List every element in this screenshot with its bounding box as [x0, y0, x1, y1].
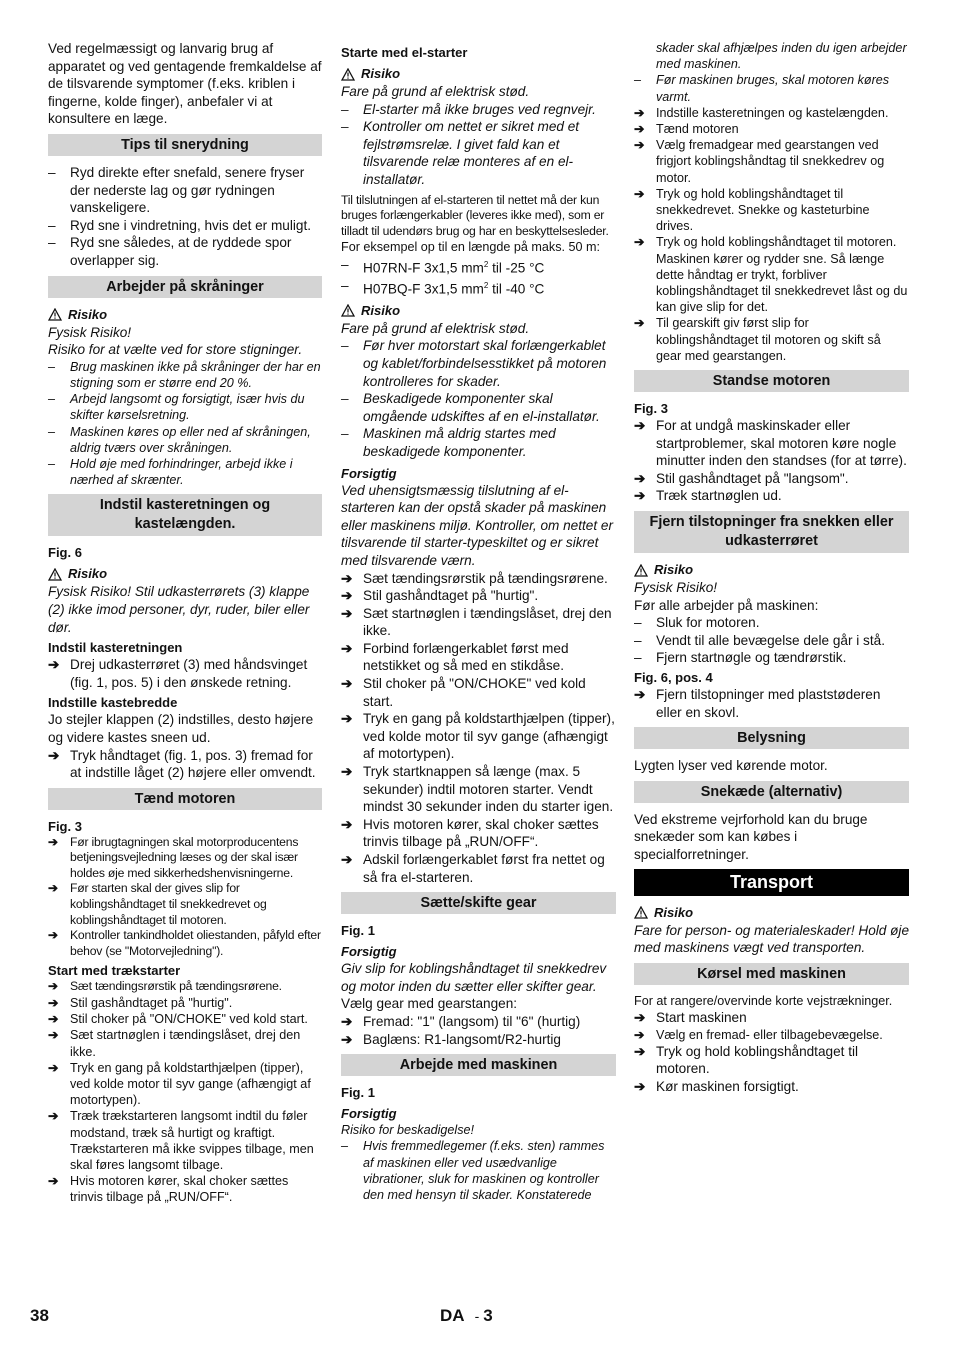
column-right [634, 40, 909, 1096]
body-text: Lygten lyser ved kørende motor. [634, 758, 828, 774]
drive-heading: Kørsel med maskinen [634, 963, 909, 985]
step-item: ➔ Indstille kasteretningen og kastelængden. [634, 105, 889, 120]
risk-text: Fysisk Risiko! Stil udkasterrørets (3) klappe (2) ikke imod personer, dyr, ruder, biler eller dør. [48, 584, 310, 635]
step-item: ➔ For at undgå maskinskader eller startproblemer, skal motoren køre nogle minutter inden den standses (for at tørre). [634, 418, 907, 469]
warning-triangle-icon [48, 568, 62, 581]
list-item: – Fjern startnøgle og tændrørstik. [634, 650, 847, 666]
step-item: ➔ Tryk en gang på koldstarthjælpen (tipper), ved kolde motor til syv gange (afhængigt af motortypen). [341, 711, 615, 762]
list-item: – Vendt til alle bevægelse dele går i stå. [634, 632, 885, 648]
stop-heading: Standse motoren [634, 370, 909, 392]
step-item: ➔ Vælg en fremad- eller tilbagebevægelse. [634, 1027, 883, 1042]
list-item: – Maskinen køres op eller ned af skråningen, aldrig tværs over skråningen. [48, 424, 311, 455]
separator: - [474, 1308, 480, 1324]
step-item: ➔ Træk trækstarteren langsomt indtil du føler modstand, træk så hurtigt og kraftigt. Trækstarteren må ikke svippes tilbage, men skal føres langsomt tilbage. [48, 1109, 314, 1173]
caution-label: Forsigtig [341, 944, 397, 960]
list-item: – Maskinen må aldrig startes med beskadigede komponenter. [341, 426, 556, 459]
risk-label: Risiko [341, 302, 616, 320]
step-item: ➔ Adskil forlængerkablet først fra nettet og så fra el-starteren. [341, 852, 605, 885]
list-item: – El-starter må ikke bruges ved regnvejr. [341, 101, 596, 117]
body-text: Ved ekstreme vejrforhold kan du bruge snekæder som kan købes i specialforretninger. [634, 811, 868, 862]
figure-ref: Fig. 1 [341, 923, 375, 939]
risk-text: Fare på grund af elektrisk stød. [341, 84, 530, 99]
discharge-heading: Indstil kasteretningen og kastelængden. [48, 494, 322, 536]
warning-triangle-icon [341, 304, 355, 317]
list-item: – Brug maskinen ikke på skråninger der har en stigning som er større end 20 %. [48, 359, 321, 390]
warning-triangle-icon [634, 564, 648, 577]
list-item: – Beskadigede komponenter skal omgående udskiftes af en el-installatør. [341, 391, 600, 424]
step-item: ➔ Baglæns: R1-langsomt/R2-hurtig [341, 1031, 561, 1047]
step-item: ➔ Før ibrugtagningen skal motorproducentens betjeningsvejledning læses og der skal især holdes øje med sikkerhedshenvisningerne. [48, 834, 299, 880]
risk-text: Fysisk Risiko! [634, 580, 718, 596]
body-text: Til tilslutningen af el-starteren til nettet må der kun bruges forlængerkabler (leveres ikke med), som er tilladt til udendørs brug og har en beskyttelsesleder. [341, 192, 609, 238]
column-left [48, 40, 322, 1206]
page-number: 38 [30, 1306, 49, 1325]
step-item: ➔ Vælg fremadgear med gearstangen ved frigjort koblingshåndtag til snekkedrev og motor. [634, 138, 885, 185]
risk-text: Risiko for at vælte ved for store stigninger. [48, 342, 303, 358]
list-item: skader skal afhjælpes inden du igen arbejder med maskinen. [656, 41, 907, 72]
risk-text: Fysisk Risiko! [48, 324, 132, 340]
snow-tips-heading: Tips til snerydning [48, 134, 322, 156]
language-code: DA [440, 1306, 465, 1325]
step-item: ➔ Tryk og hold koblingshåndtaget til motoren. [634, 1043, 859, 1077]
caution-label: Forsigtig [341, 1106, 397, 1122]
list-item: – H07RN-F 3x1,5 $mm^2$ til -25 °C [341, 256, 545, 276]
risk-label: Risiko [48, 565, 322, 583]
list-item: – Ryd direkte efter snefald, senere fryser der nederste lag og gør rydningen vanskeligere. [48, 164, 305, 216]
transport-heading: Transport [634, 869, 909, 896]
list-item: – Ryd sne således, at de ryddede spor overlapper sig. [48, 235, 292, 268]
step-item: ➔ Sæt startnøglen i tændingslåset, drej den ikke. [341, 605, 612, 639]
step-item: ➔ Hvis motoren kører, skal choker sættes trinvis tilbage på „RUN/OFF“. [48, 1174, 289, 1205]
body-text: Jo stejler klappen (2) indstilles, desto højere og videre kastes sneen ud. [48, 712, 314, 745]
list-item: – H07BQ-F 3x1,5 $mm^2$ til -40 °C [341, 277, 545, 297]
figure-ref: Fig. 6 [48, 545, 82, 561]
body-text: For at rangere/overvinde korte vejstrækninger. [634, 993, 893, 1008]
step-item: ➔ Stil gashåndtaget på "hurtig". [48, 996, 233, 1011]
section-number: 3 [483, 1306, 493, 1325]
figure-ref: Fig. 3 [48, 818, 82, 834]
warning-triangle-icon [634, 906, 648, 919]
risk-label: Risiko [341, 65, 616, 83]
step-item: ➔ Tryk og hold koblingshåndtaget til snekkedrevet. Snekke og kasteturbine drives. [634, 186, 870, 234]
risk-text: Fare på grund af elektrisk stød. [341, 320, 530, 336]
slopes-heading: Arbejder på skråninger [48, 276, 322, 298]
step-item: ➔ Kontroller tankindholdet oliestanden, påfyld efter behov (se "Motorvejledning"). [48, 928, 321, 958]
step-item: ➔ Sæt startnøglen i tændingslåset, drej den ikke. [48, 1028, 301, 1059]
subheading: Indstil kasteretningen [48, 640, 183, 656]
risk-label: Risiko [634, 904, 909, 922]
list-item: – Før hver motorstart skal forlængerkablet og kablet/forbindelsesstikket på motoren kontrolleres for skader. [341, 338, 607, 389]
body-text: For eksempel op til en længde på maks. 50 m: [341, 240, 600, 255]
column-middle [341, 40, 616, 1203]
page-language-section [440, 1306, 493, 1326]
risk-text: Fare for person- og materialeskader! Hold øje med maskinens vægt ved transporten. [634, 922, 910, 956]
step-item: ➔ Til gearskift giv først slip for koblingshåndtaget til motoren og skift så gear med gearstangen. [634, 316, 881, 363]
step-item: ➔ Tryk en gang på koldstarthjælpen (tipper), ved kolde motor til syv gange (afhængigt af motortypen). [48, 1060, 311, 1108]
caution-text: Giv slip for koblingshåndtaget til snekkedrev og motor inden du sætter eller skifter gear. [341, 961, 607, 994]
list-item: – Sluk for motoren. [634, 615, 760, 631]
list-item: – Arbejd langsomt og forsigtigt, især hvis du skifter kørselsretning. [48, 392, 305, 423]
step-item: ➔ Fremad: "1" (langsom) til "6" (hurtig) [341, 1013, 581, 1029]
list-item: – Hold øje med forhindringer, arbejd ikke i nærhed af skrænter. [48, 456, 293, 488]
step-item: ➔ Tryk startknappen så længe (max. 5 sekunder) indtil motoren starter. Vendt mindst 30 sekunder inden du starter igen. [341, 764, 614, 815]
light-heading: Belysning [634, 727, 909, 749]
step-item: ➔ Stil gashåndtaget på "langsom". [634, 470, 849, 486]
subheading: Indstille kastebredde [48, 695, 178, 711]
warning-triangle-icon [341, 68, 355, 81]
step-item: ➔ Drej udkasterrøret (3) med håndsvinget (fig. 1, pos. 5) i den ønskede retning. [48, 657, 308, 690]
chain-heading: Snekæde (alternativ) [634, 781, 909, 803]
caution-text: Ved uhensigtsmæssig tilslutning af el-starteren kan der opstå skader på maskinen eller maskinens miljø. Kontroller, om nettet er tilsvarende til starter-typeskiltet og er sikret med tilsvarende værn. [341, 482, 613, 568]
list-item: – Hvis fremmedlegemer (f.eks. sten) rammes af maskinen eller ved usædvanlige vibrationer, sluk for maskinen og kontroller den med hensyn til skader. Konstaterede [341, 1139, 605, 1202]
step-item: ➔ Tænd motoren [634, 122, 739, 137]
start-heading: Tænd motoren [48, 788, 322, 810]
warning-triangle-icon [48, 308, 62, 321]
step-item: ➔ Sæt tændingsrørstik på tændingsrørene. [341, 570, 608, 586]
body-text: Vælg gear med gearstangen: [341, 996, 518, 1012]
step-item: ➔ Kør maskinen forsigtigt. [634, 1078, 799, 1094]
list-item: – Ryd sne i vindretning, hvis det er muligt. [48, 217, 312, 233]
figure-ref: Fig. 1 [341, 1085, 375, 1101]
subheading: Starte med el-starter [341, 45, 468, 60]
step-item: ➔ Hvis motoren kører, skal choker sættes trinvis tilbage på „RUN/OFF“. [341, 816, 599, 850]
step-item: ➔ Start maskinen [634, 1009, 747, 1025]
step-item: ➔ Stil choker på "ON/CHOKE" ved kold start. [341, 676, 586, 709]
intro-text: Ved regelmæssigt og lanvarig brug af apparatet og ved gentagende fremkaldelse af de tilsvarende symptomer (f.eks. kriblen i fingerne, kolde finger), anbefaler vi at konsultere en læge. [48, 41, 322, 127]
risk-label: Risiko [48, 306, 322, 324]
step-item: ➔ Fjern tilstopninger med plaststøderen eller en skovl. [634, 687, 881, 720]
work-heading: Arbejde med maskinen [341, 1054, 616, 1076]
step-item: ➔ Tryk håndtaget (fig. 1, pos. 3) fremad for at indstille låget (2) højere eller omvendt. [48, 747, 316, 781]
list-item: – Før maskinen bruges, skal motoren køres varmt. [634, 73, 890, 104]
step-item: ➔ Sæt tændingsrørstik på tændingsrørene. [48, 979, 282, 994]
subheading: Start med trækstarter [48, 963, 181, 979]
figure-ref: Fig. 6, pos. 4 [634, 670, 713, 685]
step-item: ➔ Tryk og hold koblingshåndtaget til motoren. Maskinen kører og rydder sne. Så længe dette håndtag er trykt, forbliver koblingshåndtaget til snekkedrevet låst og du kan give slip for det. [634, 235, 908, 315]
step-item: ➔ Stil gashåndtaget på "hurtig". [341, 588, 539, 604]
step-item: ➔ Forbind forlængerkablet først med netstikket og så med en stikdåse. [341, 640, 569, 674]
caution-label: Forsigtig [341, 465, 397, 481]
step-item: ➔ Før starten skal der gives slip for koblingshåndtaget til snekkedrevet og koblingshåndtaget til motoren. [48, 881, 267, 927]
caution-text: Risiko for beskadigelse! [341, 1123, 474, 1138]
step-item: ➔ Stil choker på "ON/CHOKE" ved kold start. [48, 1012, 308, 1027]
step-item: ➔ Træk startnøglen ud. [634, 488, 782, 504]
clog-heading: Fjern tilstopninger fra snekken eller udkasterrøret [634, 511, 909, 553]
gear-heading: Sætte/skifte gear [341, 892, 616, 914]
risk-label: Risiko [634, 561, 909, 579]
list-item: – Kontroller om nettet er sikret med et fejlstrømsrelæ. I givet fald kan et tilsvarende relæ monteres af en el-installatør. [341, 119, 580, 187]
figure-ref: Fig. 3 [634, 401, 668, 417]
body-text: Før alle arbejder på maskinen: [634, 597, 819, 613]
